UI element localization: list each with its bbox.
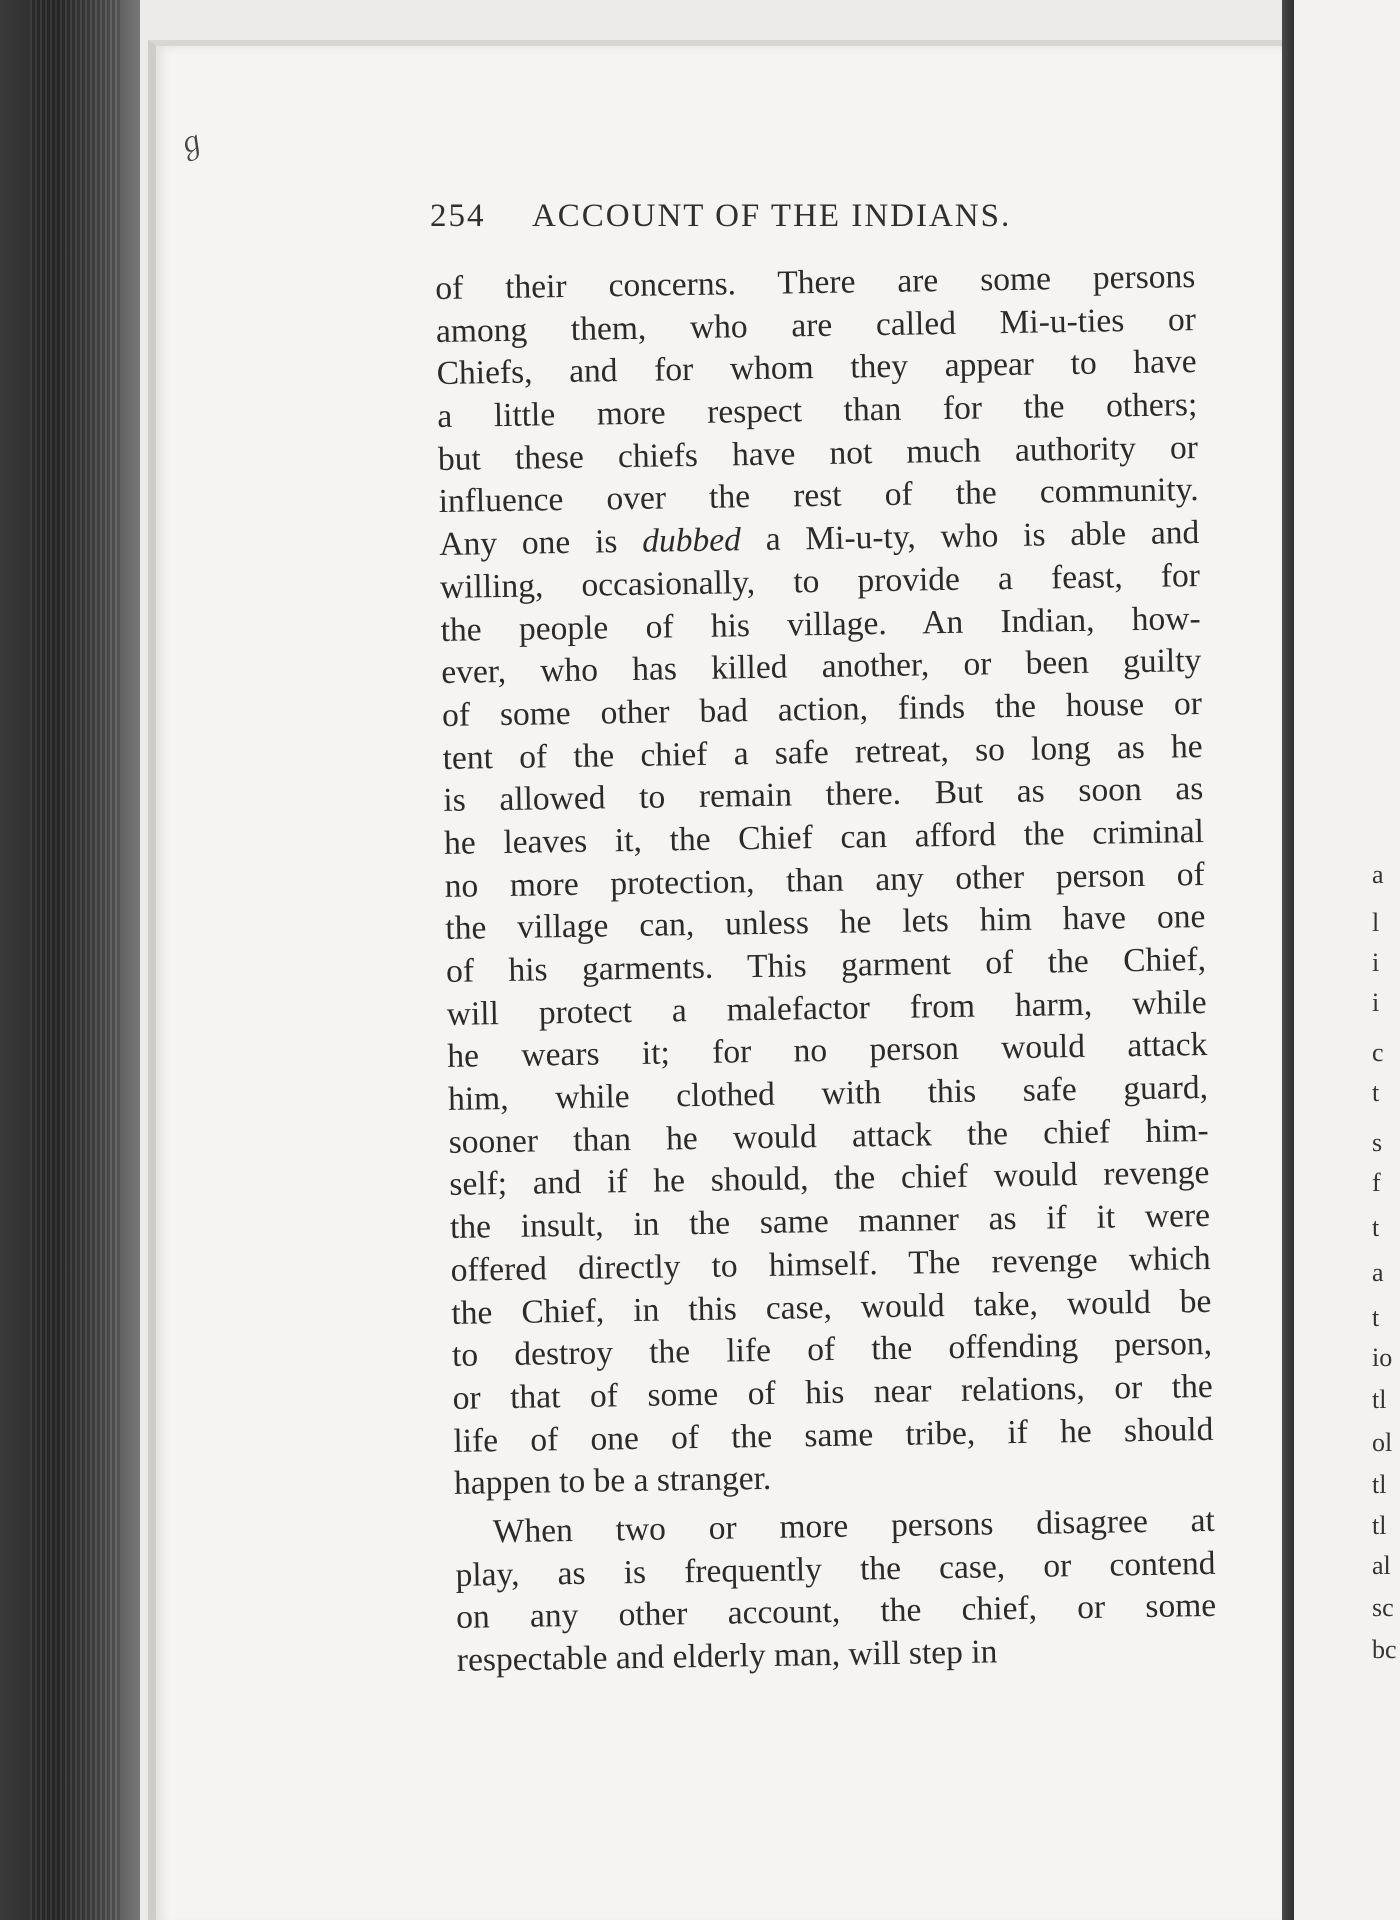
adjacent-page-fragment: al: [1372, 1551, 1391, 1580]
pencil-mark: ℊ: [171, 122, 211, 164]
text-line: the people of his village. An Indian, how-: [440, 599, 1201, 649]
text-line: but these chiefs have not much authority or: [437, 428, 1199, 478]
text-line: him, while clothed with this safe guard,: [447, 1069, 1209, 1118]
running-title: ACCOUNT OF THE INDIANS.: [531, 198, 1012, 234]
adjacent-page-fragment: s: [1372, 1128, 1383, 1157]
adjacent-page-fragment: t: [1372, 1303, 1380, 1332]
adjacent-page-fragment: ol: [1372, 1428, 1393, 1457]
text-line: offered directly to himself. The revenge which: [450, 1239, 1211, 1289]
text-line: Any one is dubbed a Mi-u-ty, who is able and: [439, 514, 1200, 564]
text-line: of some other bad action, finds the house or: [441, 684, 1203, 734]
text-line: on any other account, the chief, or some: [455, 1587, 1217, 1637]
text-line: the insult, in the same manner as if it were: [449, 1197, 1211, 1247]
text-line: life of one of the same tribe, if he should: [453, 1410, 1214, 1460]
text-line: no more protection, than any other person of: [444, 855, 1205, 905]
adjacent-page-fragment: t: [1372, 1213, 1380, 1242]
text-line: the Chief, in this case, would take, would be: [451, 1282, 1212, 1332]
adjacent-page-fragment: bc: [1372, 1635, 1397, 1664]
italic-word: dubbed: [641, 521, 742, 560]
adjacent-page-fragment: a: [1372, 1258, 1384, 1287]
adjacent-page-fragment: l: [1372, 908, 1380, 937]
text-line: tent of the chief a safe retreat, so long as he: [442, 727, 1203, 777]
text-line: he wears it; for no person would attack: [447, 1026, 1208, 1076]
adjacent-page: [1294, 0, 1400, 1920]
adjacent-page-fragment: i: [1372, 948, 1380, 977]
text-line: the village can, unless he lets him have one: [445, 898, 1206, 948]
text-line: ever, who has killed another, or been guilty: [441, 642, 1202, 692]
text-line: among them, who are called Mi-u-ties or: [435, 300, 1197, 350]
text-line: Chiefs, and for whom they appear to have: [436, 343, 1197, 393]
adjacent-page-fragment: f: [1372, 1168, 1381, 1197]
text-line: of their concerns. There are some persons: [435, 258, 1196, 307]
text-line: to destroy the life of the offending person,: [451, 1325, 1213, 1375]
text-line: influence over the rest of the community.: [438, 471, 1199, 521]
adjacent-page-fragment: t: [1372, 1078, 1380, 1107]
text-line: happen to be a stranger.: [453, 1460, 772, 1503]
text-line: he leaves it, the Chief can afford the criminal: [443, 812, 1205, 862]
text-line: When two or more persons disagree at: [492, 1501, 1216, 1551]
adjacent-page-fragment: tl: [1372, 1511, 1387, 1540]
text-line: sooner than he would attack the chief him-: [448, 1111, 1209, 1161]
adjacent-page-fragment: i: [1372, 988, 1380, 1017]
text-line: self; and if he should, the chief would revenge: [449, 1154, 1210, 1204]
text-line: a little more respect than for the others;: [437, 386, 1198, 436]
adjacent-page-fragment: io: [1372, 1343, 1393, 1372]
adjacent-page-fragment: tl: [1372, 1385, 1387, 1414]
book-gutter: [1282, 0, 1294, 1920]
text-line: will protect a malefactor from harm, while: [446, 983, 1207, 1033]
page-number: 254: [430, 198, 486, 234]
text-line: is allowed to remain there. But as soon as: [443, 770, 1204, 820]
text-line: respectable and elderly man, will step in: [456, 1633, 998, 1679]
text-line: play, as is frequently the case, or contend: [455, 1544, 1216, 1594]
adjacent-page-fragment: a: [1372, 860, 1384, 889]
running-header: [430, 198, 1150, 235]
adjacent-page-fragment: sc: [1372, 1593, 1394, 1622]
adjacent-page-fragment: tl: [1372, 1470, 1387, 1499]
page-edges-texture: [30, 0, 120, 1920]
text-line: or that of some of his near relations, or the: [452, 1367, 1213, 1417]
text-line: willing, occasionally, to provide a feast, for: [439, 556, 1201, 606]
text-line: of his garments. This garment of the Chief,: [445, 940, 1207, 990]
adjacent-page-fragment: c: [1372, 1038, 1384, 1067]
page-body-text: [435, 256, 1217, 1682]
